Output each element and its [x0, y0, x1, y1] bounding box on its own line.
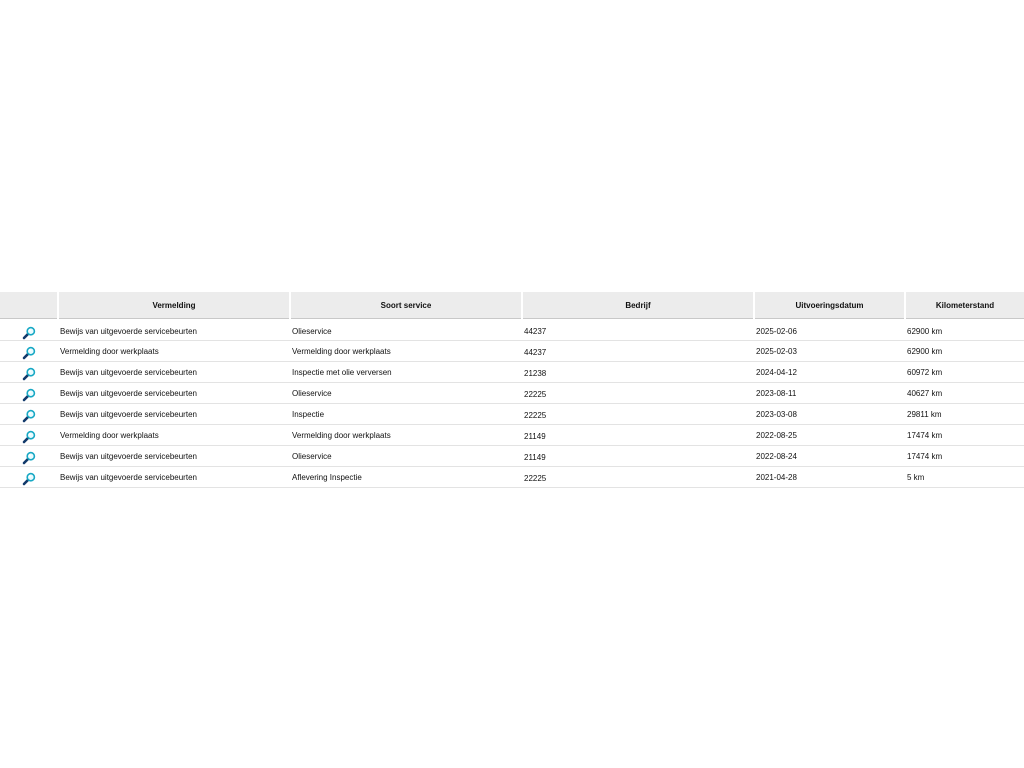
cell-vermelding: Vermelding door werkplaats: [58, 341, 290, 362]
table-row: [0, 362, 1024, 383]
cell-uitvoeringsdatum: 2022-08-25: [754, 425, 905, 446]
header-uitvoeringsdatum[interactable]: Uitvoeringsdatum: [754, 292, 905, 319]
cell-vermelding: Vermelding door werkplaats: [58, 425, 290, 446]
row-view-cell[interactable]: [0, 319, 58, 341]
magnifier-icon[interactable]: [22, 472, 36, 486]
magnifier-icon[interactable]: [22, 346, 36, 360]
cell-vermelding: Bewijs van uitgevoerde servicebeurten: [58, 319, 290, 341]
table-body: [0, 319, 1024, 488]
cell-uitvoeringsdatum: 2025-02-06: [754, 319, 905, 341]
cell-uitvoeringsdatum: 2023-08-11: [754, 383, 905, 404]
cell-soort-service: Olieservice: [290, 446, 522, 467]
header-kilometerstand[interactable]: Kilometerstand: [905, 292, 1024, 319]
table-row: [0, 446, 1024, 467]
cell-kilometerstand: 40627 km: [905, 383, 1024, 404]
magnifier-icon[interactable]: [22, 367, 36, 381]
table-header: [0, 292, 1024, 319]
header-vermelding[interactable]: Vermelding: [58, 292, 290, 319]
magnifier-icon[interactable]: [22, 451, 36, 465]
cell-uitvoeringsdatum: 2024-04-12: [754, 362, 905, 383]
row-view-cell[interactable]: [0, 425, 58, 446]
cell-soort-service: Olieservice: [290, 319, 522, 341]
magnifier-icon[interactable]: [22, 326, 36, 340]
table-row: [0, 383, 1024, 404]
service-history-table-container: [0, 292, 1024, 488]
cell-vermelding: Bewijs van uitgevoerde servicebeurten: [58, 404, 290, 425]
cell-uitvoeringsdatum: 2023-03-08: [754, 404, 905, 425]
row-view-cell[interactable]: [0, 467, 58, 488]
cell-vermelding: Bewijs van uitgevoerde servicebeurten: [58, 467, 290, 488]
cell-soort-service: Vermelding door werkplaats: [290, 341, 522, 362]
cell-soort-service: Inspectie met olie verversen: [290, 362, 522, 383]
cell-kilometerstand: 60972 km: [905, 362, 1024, 383]
magnifier-icon[interactable]: [22, 388, 36, 402]
cell-bedrijf: 22225: [522, 383, 754, 404]
cell-soort-service: Olieservice: [290, 383, 522, 404]
cell-vermelding: Bewijs van uitgevoerde servicebeurten: [58, 446, 290, 467]
cell-kilometerstand: 17474 km: [905, 425, 1024, 446]
cell-kilometerstand: 29811 km: [905, 404, 1024, 425]
header-row: [0, 292, 1024, 319]
cell-soort-service: Vermelding door werkplaats: [290, 425, 522, 446]
table-row: [0, 467, 1024, 488]
cell-bedrijf: 22225: [522, 467, 754, 488]
table-row: [0, 425, 1024, 446]
cell-vermelding: Bewijs van uitgevoerde servicebeurten: [58, 362, 290, 383]
table-row: [0, 404, 1024, 425]
cell-bedrijf: 22225: [522, 404, 754, 425]
cell-uitvoeringsdatum: 2022-08-24: [754, 446, 905, 467]
service-history-table: [0, 292, 1024, 488]
magnifier-icon[interactable]: [22, 430, 36, 444]
table-row: [0, 341, 1024, 362]
cell-kilometerstand: 17474 km: [905, 446, 1024, 467]
cell-bedrijf: 44237: [522, 341, 754, 362]
cell-bedrijf: 21149: [522, 425, 754, 446]
row-view-cell[interactable]: [0, 341, 58, 362]
cell-kilometerstand: 62900 km: [905, 341, 1024, 362]
header-icon-column: [0, 292, 58, 319]
row-view-cell[interactable]: [0, 362, 58, 383]
row-view-cell[interactable]: [0, 404, 58, 425]
cell-uitvoeringsdatum: 2025-02-03: [754, 341, 905, 362]
magnifier-icon[interactable]: [22, 409, 36, 423]
cell-bedrijf: 44237: [522, 319, 754, 341]
row-view-cell[interactable]: [0, 383, 58, 404]
cell-bedrijf: 21238: [522, 362, 754, 383]
cell-kilometerstand: 62900 km: [905, 319, 1024, 341]
header-soort-service[interactable]: Soort service: [290, 292, 522, 319]
row-view-cell[interactable]: [0, 446, 58, 467]
table-row: [0, 319, 1024, 341]
cell-bedrijf: 21149: [522, 446, 754, 467]
cell-soort-service: Inspectie: [290, 404, 522, 425]
header-bedrijf[interactable]: Bedrijf: [522, 292, 754, 319]
cell-vermelding: Bewijs van uitgevoerde servicebeurten: [58, 383, 290, 404]
cell-uitvoeringsdatum: 2021-04-28: [754, 467, 905, 488]
cell-soort-service: Aflevering Inspectie: [290, 467, 522, 488]
cell-kilometerstand: 5 km: [905, 467, 1024, 488]
